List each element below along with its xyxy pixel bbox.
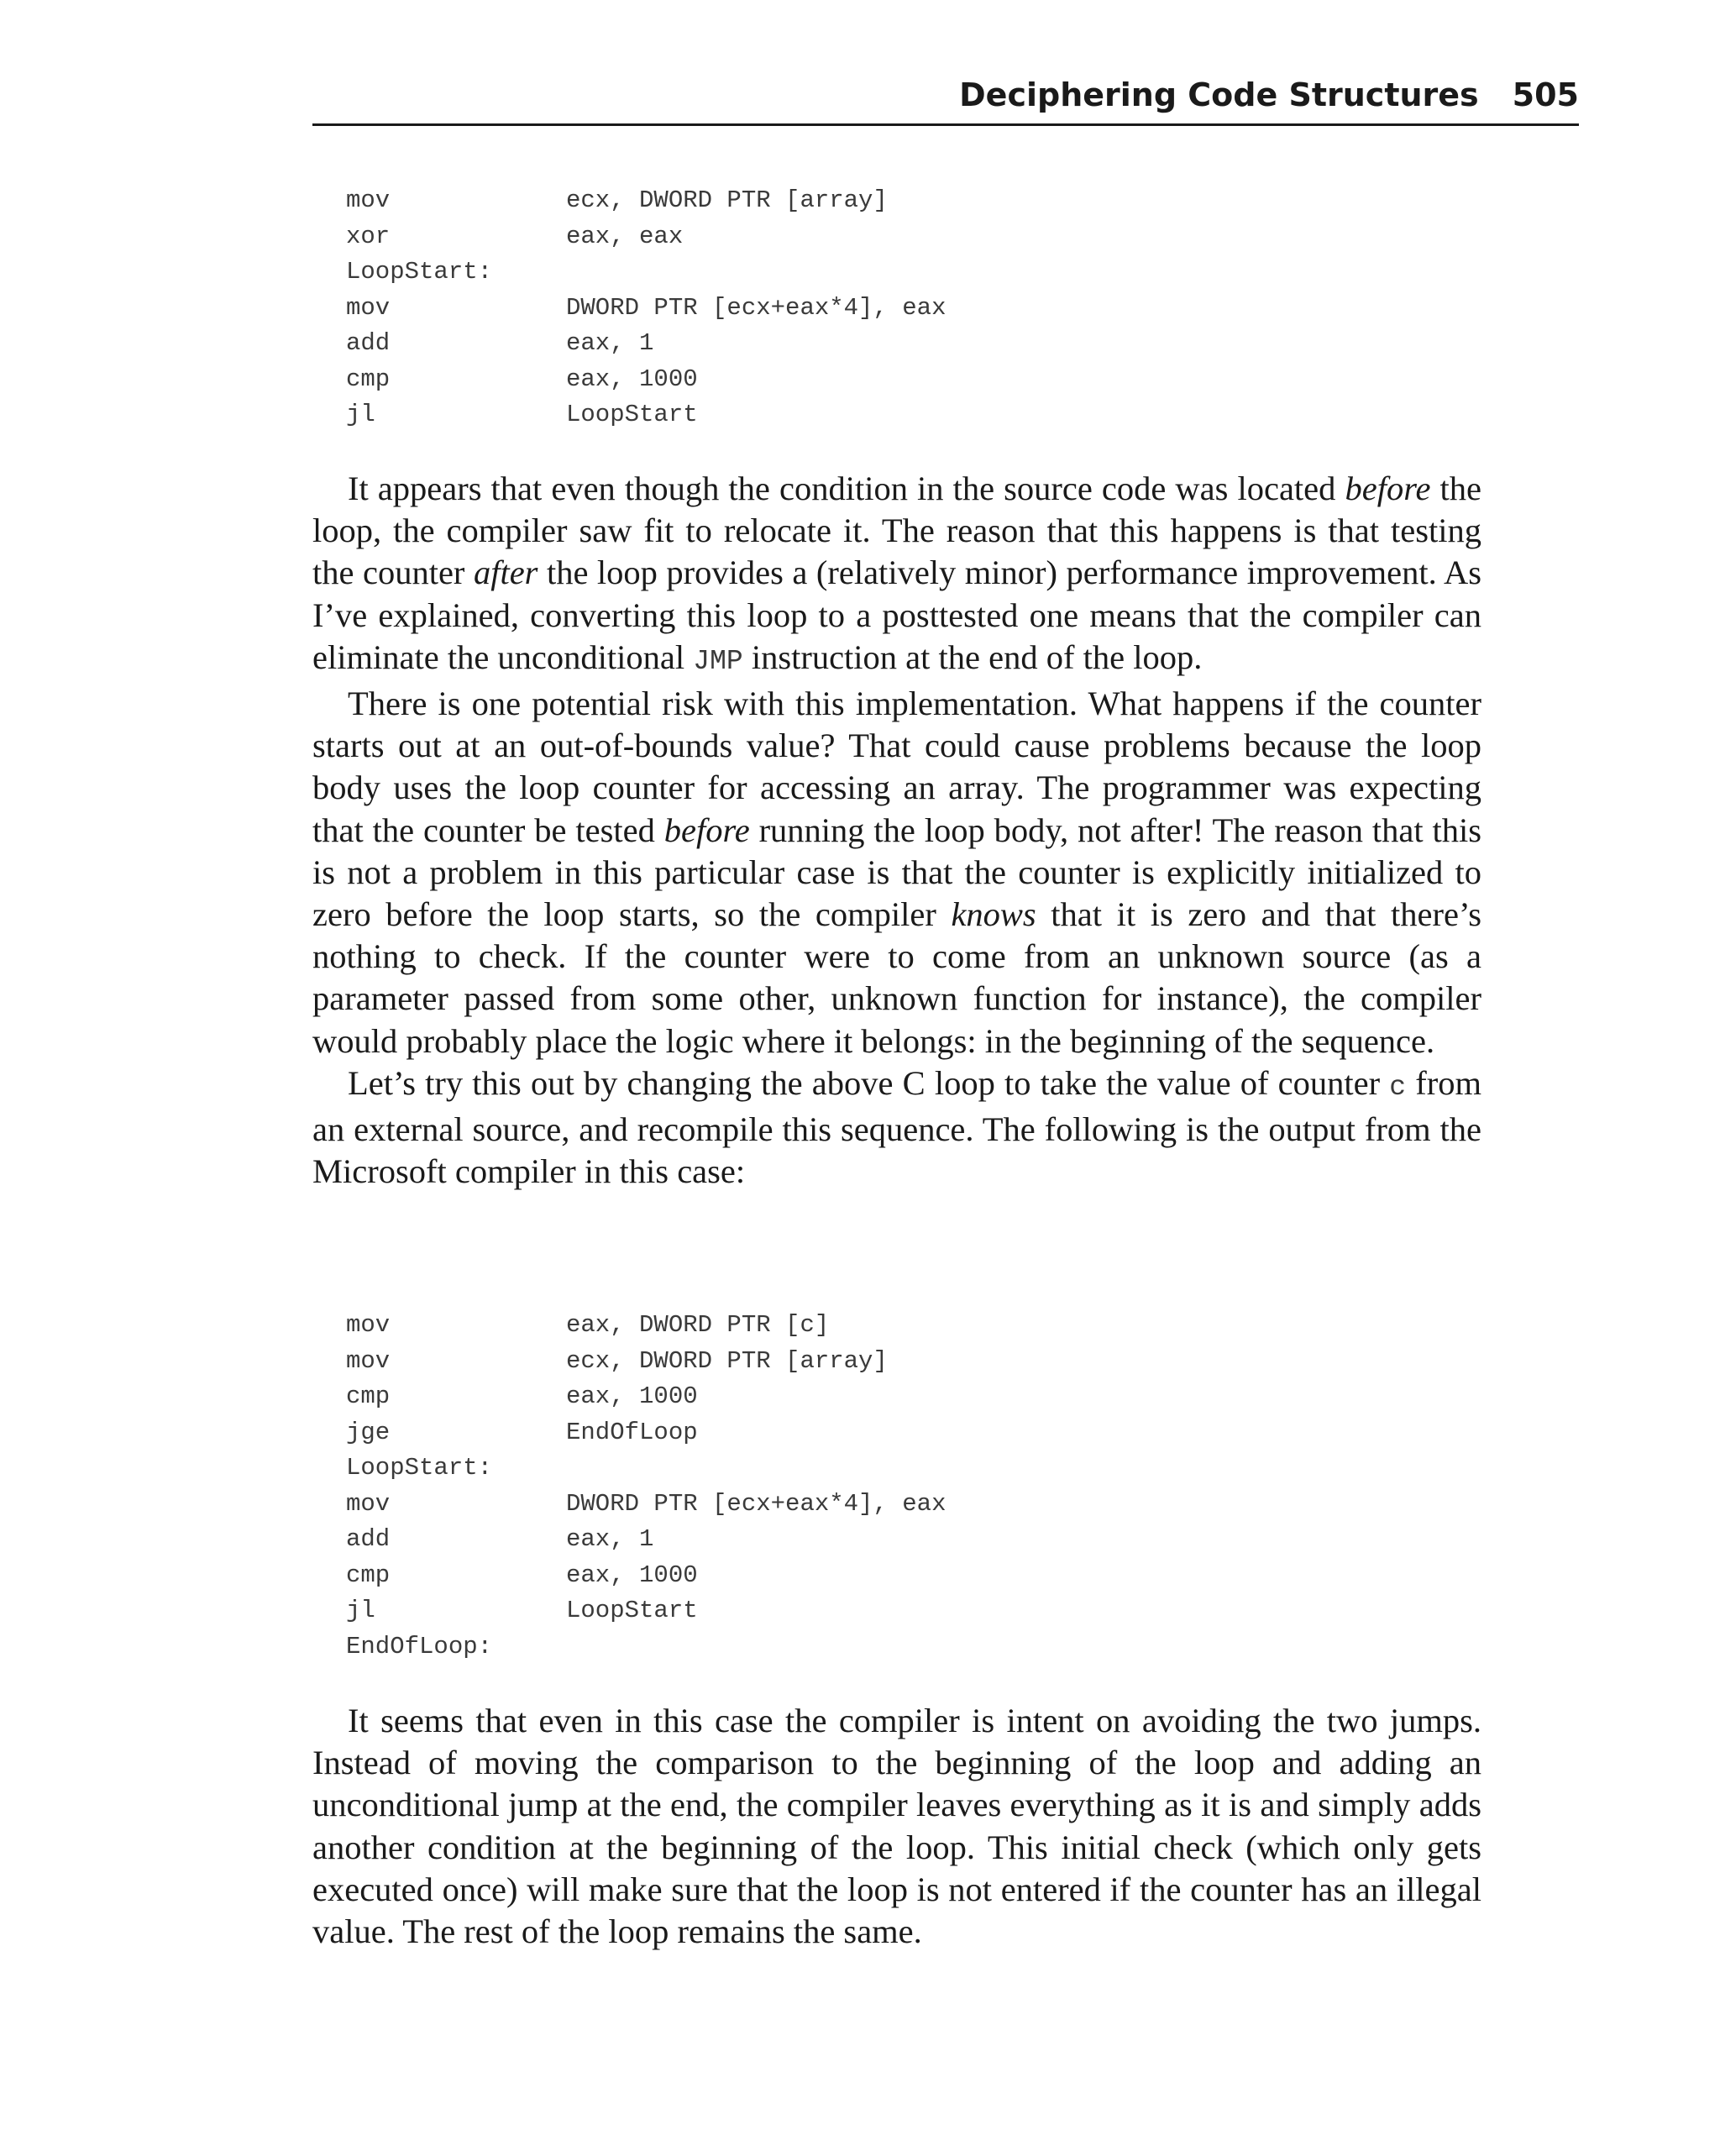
code-op: cmp	[346, 365, 391, 393]
code-args: eax, 1000	[566, 365, 698, 393]
text-run: instruction at the end of the loop.	[742, 637, 1203, 676]
code-line	[346, 397, 946, 433]
code-op: mov	[346, 186, 391, 214]
code-op: mov	[346, 1489, 391, 1518]
code-label-line	[346, 254, 946, 291]
emphasis-run: before	[1345, 469, 1431, 507]
text-run: It appears that even though the condition in the source code was located	[348, 469, 1345, 507]
code-op: mov	[346, 293, 391, 322]
code-op: xor	[346, 222, 391, 250]
code-line	[346, 1344, 946, 1380]
code-args: LoopStart	[566, 401, 698, 428]
text-run: Let’s try this out by changing the above C loop to take the value of counter	[348, 1063, 1390, 1102]
body-text-2	[312, 1700, 1481, 1953]
code-listing-1	[346, 183, 946, 433]
code-label-line	[346, 1450, 946, 1487]
text-run: that it is zero and that there’s nothing to check. If the counter were to come from an unknown source (as a parameter passed from some other, unknown function for instance), the compiler would probably place the logic where it belongs: in the beginning of the sequence.	[312, 895, 1481, 1060]
code-args: eax, eax	[566, 222, 684, 250]
code-line	[346, 219, 946, 255]
emphasis-run: after	[473, 553, 538, 592]
code-op: jl	[346, 1597, 375, 1624]
paragraph	[312, 1062, 1481, 1193]
code-line	[346, 1308, 946, 1344]
emphasis-run: before	[663, 810, 750, 849]
paragraph	[312, 683, 1481, 1062]
code-args: ecx, DWORD PTR [array]	[566, 186, 888, 214]
code-args: ecx, DWORD PTR [array]	[566, 1346, 888, 1375]
paragraph	[312, 468, 1481, 683]
page-number: 505	[1512, 76, 1579, 113]
code-args: eax, 1	[566, 1525, 654, 1553]
text-run: It seems that even in this case the compiler is intent on avoiding the two jumps. Instead of moving the comparison to the beginning of the loop and adding an unconditional jump at the end, the compiler leaves everything as it is and simply adds another condition at the beginning of the loop. This initial check (which only gets executed once) will make sure that the loop is not entered if the counter has an illegal value. The rest of the loop remains the same.	[312, 1702, 1481, 1951]
code-op: add	[346, 329, 391, 357]
text-run: running the loop body, not after! The reason that this is not a problem in this particular case is that the counter is explicitly initialized to zero before the loop starts, so the compiler	[312, 810, 1481, 934]
code-line	[346, 1487, 946, 1523]
emphasis-run: knows	[951, 895, 1036, 934]
text-run: from an external source, and recompile this sequence. The following is the output from the Microsoft compiler in this case:	[312, 1063, 1481, 1191]
code-line	[346, 1415, 946, 1451]
text-run: the loop provides a (relatively minor) performance improvement. As I’ve explained, converting this loop to a posttested one means that the compiler can eliminate the unconditional	[312, 553, 1481, 676]
code-args: LoopStart	[566, 1597, 698, 1624]
text-run: There is one potential risk with this implementation. What happens if the counter starts out at an out-of-bounds value? That could cause problems because the loop body uses the loop counter for accessing an array. The programmer was expecting that the counter be tested	[312, 685, 1481, 849]
text-run: the loop, the compiler saw fit to relocate it. The reason that this happens is that testing the counter	[312, 469, 1481, 592]
code-label: EndOfLoop:	[346, 1632, 493, 1660]
body-text-1	[312, 468, 1481, 1193]
code-line	[346, 1558, 946, 1594]
paragraph	[312, 1700, 1481, 1953]
code-listing-2	[346, 1308, 946, 1665]
code-label: LoopStart:	[346, 258, 493, 286]
code-args: eax, DWORD PTR [c]	[566, 1311, 830, 1339]
header-title: Deciphering Code Structures	[959, 76, 1479, 113]
code-args: eax, 1000	[566, 1382, 698, 1410]
code-op: cmp	[346, 1561, 391, 1589]
inline-code: c	[1389, 1071, 1407, 1103]
code-args: eax, 1000	[566, 1561, 698, 1589]
code-args: EndOfLoop	[566, 1418, 698, 1446]
code-line	[346, 291, 946, 327]
code-label-line	[346, 1629, 946, 1666]
code-line	[346, 183, 946, 219]
code-line	[346, 1522, 946, 1558]
code-args: eax, 1	[566, 329, 654, 357]
code-args: DWORD PTR [ecx+eax*4], eax	[566, 293, 947, 322]
code-op: cmp	[346, 1382, 391, 1410]
code-line	[346, 1379, 946, 1415]
running-header	[312, 74, 1579, 126]
inline-code: JMP	[693, 645, 743, 677]
code-label: LoopStart:	[346, 1454, 493, 1482]
code-op: mov	[346, 1311, 391, 1339]
code-op: mov	[346, 1346, 391, 1375]
code-line	[346, 1593, 946, 1629]
code-op: jge	[346, 1418, 391, 1446]
code-args: DWORD PTR [ecx+eax*4], eax	[566, 1489, 947, 1518]
code-op: jl	[346, 401, 375, 428]
code-line	[346, 362, 946, 398]
code-op: add	[346, 1525, 391, 1553]
code-line	[346, 326, 946, 362]
